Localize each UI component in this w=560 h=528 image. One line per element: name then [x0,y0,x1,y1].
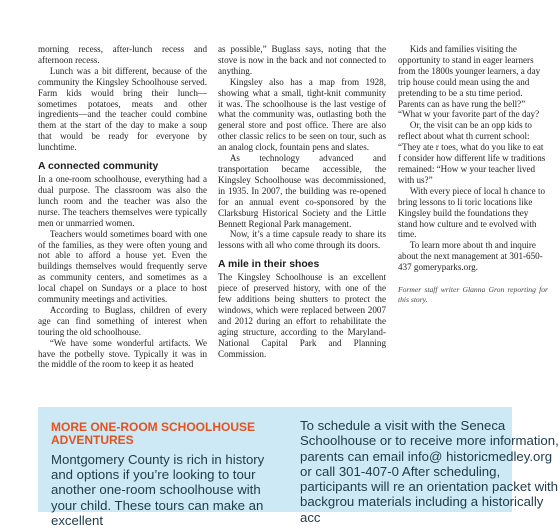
paragraph: Teachers would sometimes board with one of the families, as they were often young and not able to afford a house yet. Even the buildings themselves would frequently serve as community centers, and sometimes as a local chapel on Sundays or a place to host community meetings and activities. [38,228,207,305]
paragraph: With every piece of local h chance to bring lessons to li toric locations like Kingsley build the foundations they stand how culture and te evolved with time. [398,185,546,240]
article-column-3 [398,44,548,305]
paragraph: According to Buglass, children of every age can find something of interest when touring the old schoolhouse. [38,304,207,337]
paragraph: As technology advanced and transportation became accessible, the Kingsley Schoolhouse was decommissioned, in 1935. In 2007, the building was re-opened for an annual event co-sponsored by the Clarksburg Historical Society and the Little Bennett Regional Park management. [218,153,386,229]
paragraph: In a one-room schoolhouse, everything had a dual purpose. The classroom was also the lunch room and the teacher was also the nurse. The teachers themselves were typically men or unmarried women. [38,174,207,228]
article-column-1 [38,44,207,370]
paragraph: Lunch was a bit different, because of the community the Kingsley Schoolhouse served. Farm kids would bring their lunch—sometimes potatoes, meats and other ingredients—and the teacher could combine them at the start of the day to make a soup that would be ready for everyone by lunchtime. [38,65,207,153]
author-credit: Former staff writer Glanna Gron reporting for this story. [398,285,548,305]
sidebar-right [300,418,560,525]
paragraph: Or, the visit can be an opp kids to reflect about what th current school: “They ate r toes, what do you like to eat f consider how different life w traditions remained: “How w your teacher lived with us?” [398,120,546,185]
paragraph: morning recess, after-lunch recess and afternoon recess. [38,44,207,65]
paragraph: Now, it’s a time capsule ready to share its lessons with all who come through its doors. [218,229,386,251]
sidebar-panel [38,407,559,528]
sidebar-title: MORE ONE-ROOM SCHOOLHOUSE ADVENTURES [51,420,256,448]
paragraph: as possible,” Buglass says, noting that the stove is now in the back and not connected to anything. [218,44,386,76]
section-heading: A mile in their shoes [218,259,320,271]
sidebar-left [51,421,286,528]
sidebar-text-right: To schedule a visit with the Seneca Schoolhouse or to receive more information, parents can email info@ historicmedley.org or call 301-407-0 After scheduling, participants will re an orientation packet with backgrou materials including a historically acc [300,418,559,525]
paragraph: To learn more about th and inquire about the next management at 301-650-437 gomeryparks.org. [398,240,543,273]
section-heading: A connected community [38,161,159,173]
paragraph: Kids and families visiting the opportunity to stand in eager learners from the 1800s younger learners, a day trip house could mean using the and pretending to be a stu time period. Parents can as have rung the bell?” “What w your favorite part of the day? [398,44,541,120]
paragraph: “We have some wonderful artifacts. We have the potbelly stove. Typically it was in the middle of the room to keep it as heated [38,337,207,370]
paragraph: The Kingsley Schoolhouse is an excellent piece of preserved history, with one of the few additions being shutters to protect the windows, which were replaced between 2007 and 2012 during an effort to rehabilitate the aging structure, according to the Maryland-National Capital Park and Planning Commission. [218,272,386,359]
sidebar-text-left: Montgomery County is rich in history and options if you’re looking to tour another one-room schoolhouse with your child. These tours can make an excellent [51,451,265,528]
paragraph: Kingsley also has a map from 1928, showing what a small, tight-knit community it was. The schoolhouse is the last vestige of what the community was, outlasting both the general store and post office. There are also other classic relics to be seen on tour, such as an analog clock, fountain pens and slates. [218,76,386,153]
article-column-2 [218,44,386,359]
